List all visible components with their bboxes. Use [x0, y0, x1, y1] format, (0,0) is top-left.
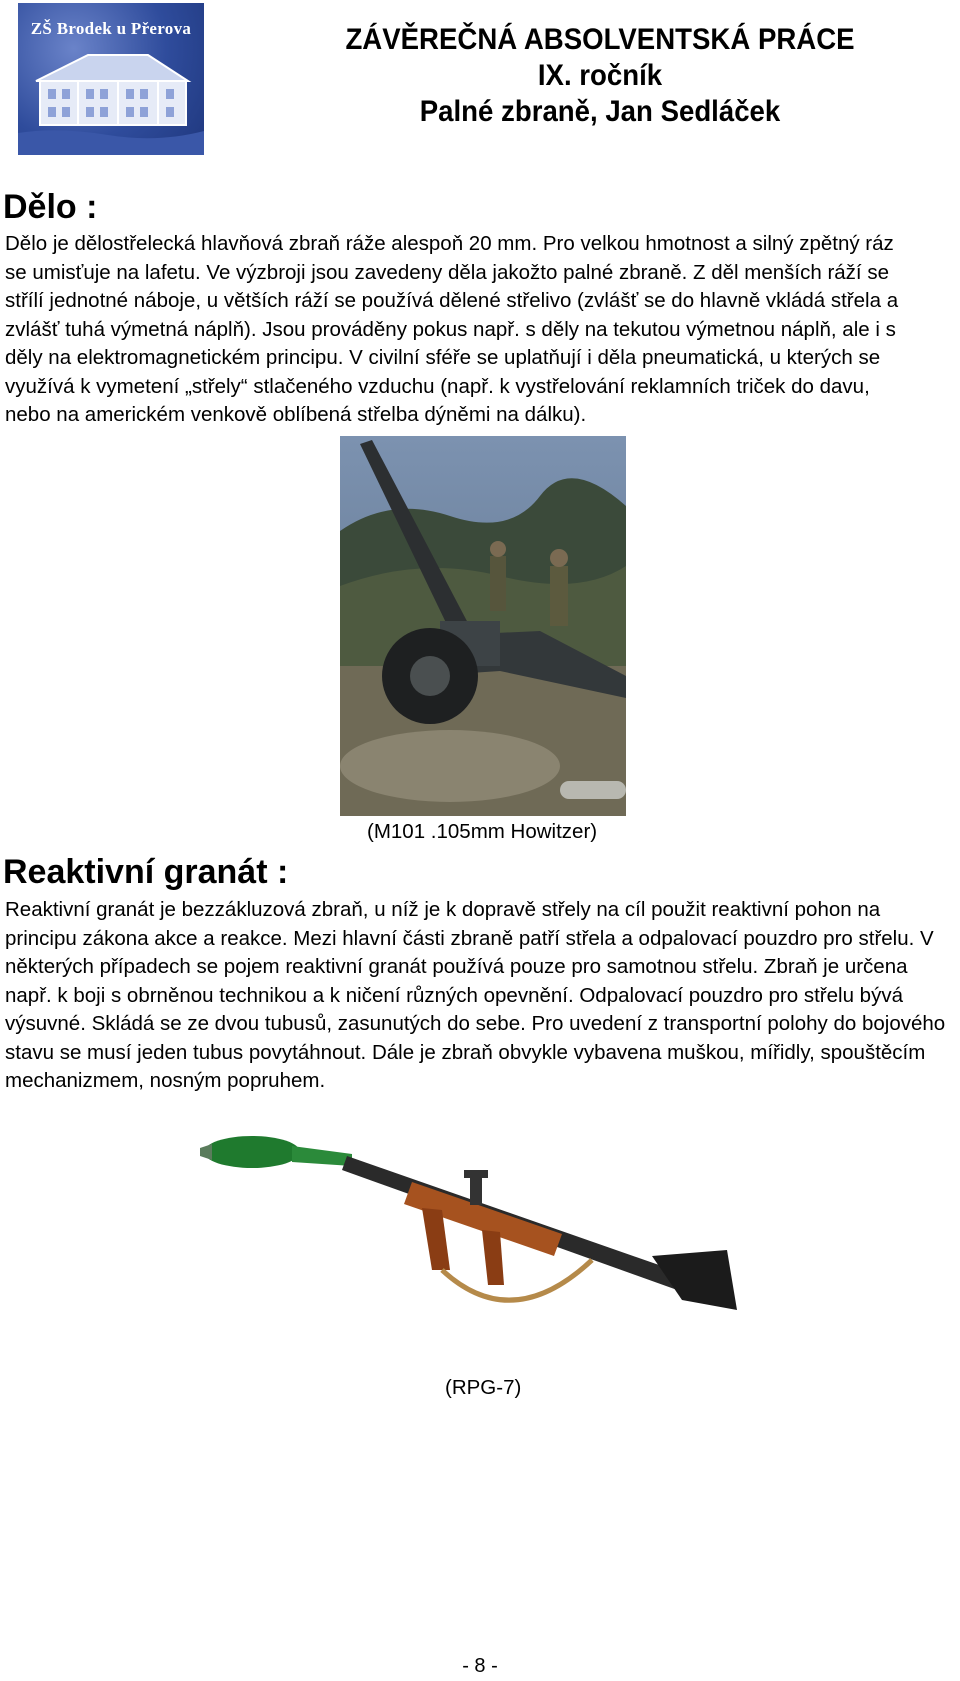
section-paragraph-delo: Dělo je dělostřelecká hlavňová zbraň ráže alespoň 20 mm. Pro velkou hmotnost a silný zpětný ráz se umisťuje na lafetu. Ve výzbroji jsou zavedeny děla jakožto palné zbraně. Z děl menších ráží se střílí jednotné náboje, u větších ráží se používá dělené střelivo (zvlášť se do hlavně vkládá střela a zvlášť tuhá výmetná náplň). Jsou prováděny pokus např. s děly na tekutou výmetnou náplň, ale i s děly na elektromagnetickém principu. V civilní sféře se uplatňují i děla pneumatická, u kterých se využívá k vymetení „střely“ stlačeného vzduchu (např. k vystřelování reklamních triček do davu, nebo na americkém venkově oblíbená střelba dýněmi na dálku). — [5, 232, 899, 426]
page-number: - 8 - — [462, 1655, 498, 1677]
rpg-photo — [182, 1120, 742, 1345]
document-header — [300, 22, 900, 130]
header-title: ZÁVĚREČNÁ ABSOLVENTSKÁ PRÁCE — [345, 23, 855, 56]
header-subject: Palné zbraně, Jan Sedláček — [419, 95, 781, 128]
howitzer-photo — [340, 436, 626, 816]
section-paragraph-reaktivni-granat: Reaktivní granát je bezzákluzová zbraň, u níž je k dopravě střely na cíl použit reaktivní pohon na principu zákona akce a reakce. Mezi hlavní části zbraně patří střela a odpalovací pouzdro pro střelu. V některých případech se pojem reaktivní granát používá pouze pro samotnou střelu. Zbraň je určena např. k boji s obrněnou technikou a k ničení různých opevnění. Odpalovací pouzdro pro střelu bývá výsuvné. Skládá se ze dvou tubusů, zasunutých do sebe. Pro uvedení z transportní polohy do bojového stavu se musí jeden tubus povytáhnout. Dále je zbraň obvykle vybavena muškou, mířidly, spouštěcím mechanizmem, nosným popruhem. — [5, 898, 946, 1092]
school-logo — [18, 3, 204, 155]
header-grade: IX. ročník — [537, 59, 663, 92]
caption-rpg: (RPG-7) — [445, 1376, 522, 1399]
section-heading-delo: Dělo : — [3, 188, 98, 226]
section-heading-reaktivni-granat: Reaktivní granát : — [3, 853, 289, 891]
caption-howitzer: (M101 .105mm Howitzer) — [367, 820, 598, 843]
logo-text: ZŠ Brodek u Přerova — [30, 19, 192, 38]
